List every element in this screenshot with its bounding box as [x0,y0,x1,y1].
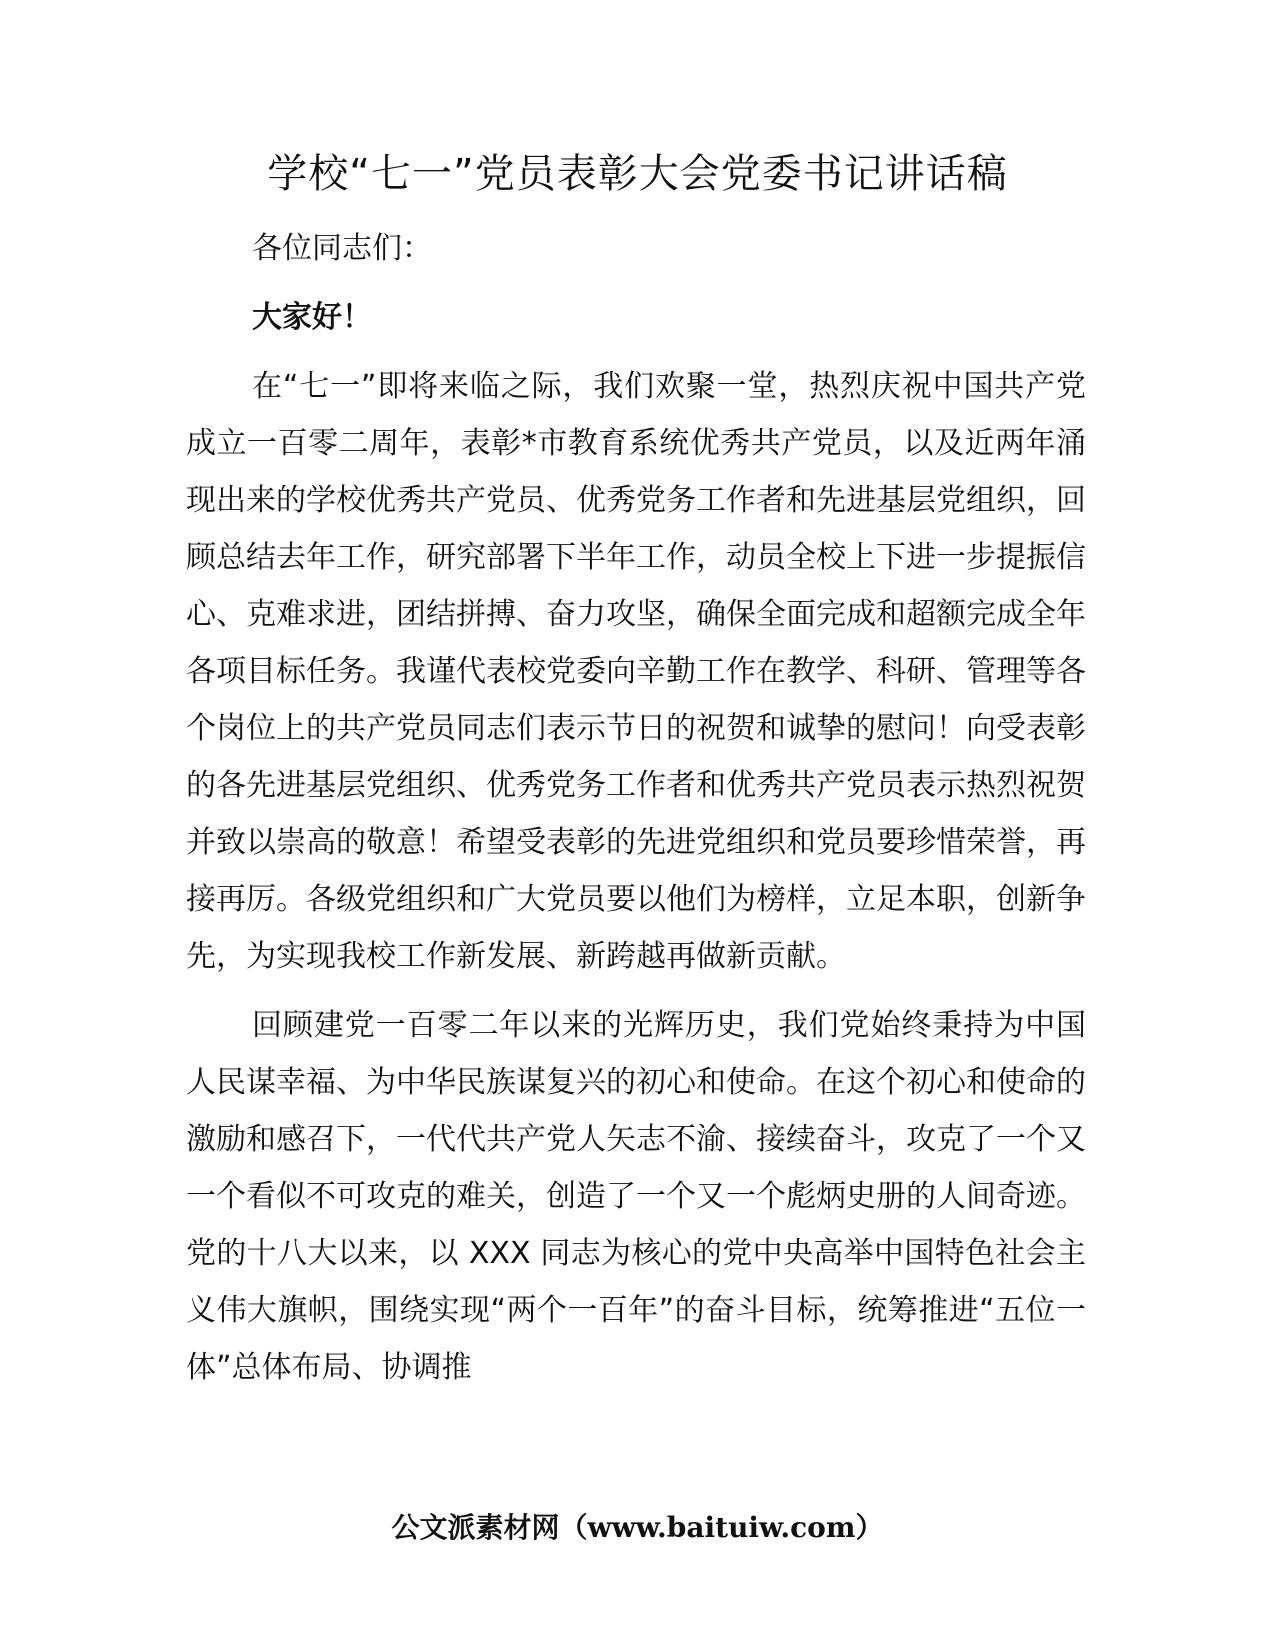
footer-watermark: 公文派素材网（www.baituiw.com） [391,1511,884,1544]
greeting: 大家好！ [252,300,372,335]
salutation: 各位同志们： [252,231,432,266]
document-title: 学校“七一”党员表彰大会党委书记讲话稿 [267,151,1008,197]
paragraph: 回顾建党一百零二年以来的光辉历史，我们党始终秉持为中国人民谋幸福、为中华民族谋复兴的初心和使命。在这个初心和使命的激励和感召下，一代代共产党人矢志不渝、接续奋斗，攻克了一个又一个看似不可攻克的难关，创造了一个又一个彪炳史册的人间奇迹。党的十八大以来，以 XXX 同志为核心的党中央高举中国特色社会主义伟大旗帜，围绕实现“两个一百年”的奋斗目标，统筹推进“五位一体”总体布局、协调推 [186,1008,1086,1385]
document-body [186,220,1086,1396]
paragraph: 在“七一”即将来临之际，我们欢聚一堂，热烈庆祝中国共产党成立一百零二周年，表彰*市教育系统优秀共产党员，以及近两年涌现出来的学校优秀共产党员、优秀党务工作者和先进基层党组织，回顾总结去年工作，研究部署下半年工作，动员全校上下进一步提振信心、克难求进，团结拼搏、奋力攻坚，确保全面完成和超额完成全年各项目标任务。我谨代表校党委向辛勤工作在教学、科研、管理等各个岗位上的共产党员同志们表示节日的祝贺和诚挚的慰问！向受表彰的各先进基层党组织、优秀党务工作者和优秀共产党员表示热烈祝贺并致以崇高的敬意！希望受表彰的先进党组织和党员要珍惜荣誉，再接再厉。各级党组织和广大党员要以他们为榜样，立足本职，创新争先，为实现我校工作新发展、新跨越再做新贡献。 [186,369,1086,974]
